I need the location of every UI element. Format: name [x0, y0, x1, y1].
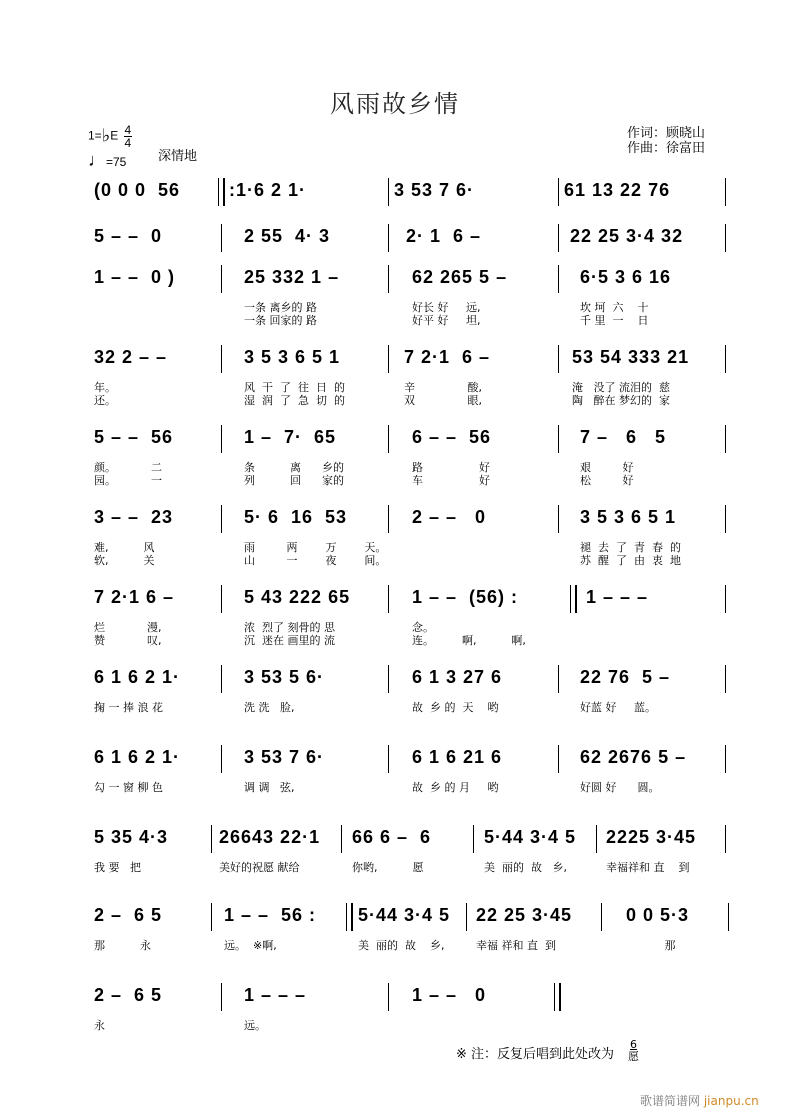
barline: [221, 585, 222, 613]
measure: 7 – 6 5: [580, 427, 667, 447]
lyric-verse-2: 湿 润 了 急 切 的: [244, 394, 345, 407]
barline: [558, 178, 559, 206]
tempo-marking: [88, 150, 126, 171]
barline: [388, 983, 389, 1011]
lyric-verse-1: 掬 一 捧 浪 花: [94, 701, 163, 714]
lyric-verse-1: 褪 去 了 青 春 的: [580, 541, 681, 554]
lyric-verse-1: 好圆 好 圆。: [580, 781, 660, 794]
lyric-verse-2: 苏 醒 了 由 衷 地: [580, 554, 681, 567]
barline: [558, 425, 559, 453]
lyric-verse-2: 赞 叹,: [94, 634, 162, 647]
barline: [596, 825, 597, 853]
measure: 2· 1 6 –: [406, 226, 482, 246]
measure: 1 – – (56) :: [412, 587, 519, 607]
barline: [221, 745, 222, 773]
measure: 1 – – –: [586, 587, 649, 607]
barline: [725, 745, 726, 773]
barline: [221, 224, 222, 252]
lyric-verse-1: 一条 离乡的 路: [244, 301, 317, 314]
notes-line: [88, 224, 728, 254]
barline: [725, 505, 726, 533]
lyric-verse-1: 烂 漫,: [94, 621, 162, 634]
measure: 6 1 6 2 1·: [94, 747, 181, 767]
measure: 5·44 3·4 5: [358, 905, 451, 925]
score-row: [88, 345, 728, 407]
lyric-verse-2: 沉 迷在 画里的 流: [244, 634, 335, 647]
measure: 5· 6 16 53: [244, 507, 348, 527]
barline: [558, 224, 559, 252]
measure: 5 43 222 65: [244, 587, 351, 607]
lyric-verse-1: 洗 洗 脸,: [244, 701, 295, 714]
score-row: [88, 265, 728, 327]
lyric-verse-2: 山 一 夜 间。: [244, 554, 387, 567]
barline: [221, 265, 222, 293]
barline: [388, 425, 389, 453]
lyric-verse-2: 双 眼,: [404, 394, 482, 407]
barline: [221, 983, 222, 1011]
footnote-text: 注：反复后唱到此处改为: [471, 1047, 615, 1062]
barline: [725, 224, 726, 252]
key-note: E: [110, 128, 119, 143]
measure: 2 – 6 5: [94, 905, 163, 925]
footnote: [456, 1038, 639, 1063]
expression-marking: 深情地: [158, 149, 198, 164]
lyric-verse-2: 一条 回家的 路: [244, 314, 317, 327]
time-signature: [124, 124, 133, 149]
barline: [388, 665, 389, 693]
key-label: 1=: [88, 128, 102, 143]
lyric-verse-1: 美 丽的 故 乡,: [358, 939, 445, 952]
measure: 22 25 3·45: [476, 905, 573, 925]
repeat-barline: [570, 585, 577, 613]
lyric-verse-1: 那: [626, 939, 676, 952]
lyric-verse-1: 幸福 祥和 直 到: [476, 939, 556, 952]
measure: :1·6 2 1·: [229, 180, 307, 200]
lyric-verse-2: 列 回 家的: [244, 474, 344, 487]
lyric-verse-2: 连。 啊, 啊,: [412, 634, 526, 647]
notes-line: [88, 345, 728, 375]
lyric-verse-1: 故 乡 的 天 哟: [412, 701, 499, 714]
lyric-verse-1: 幸福祥和 直 到: [606, 861, 690, 874]
barline: [558, 505, 559, 533]
lyric-verse-2: 千 里 一 日: [580, 314, 649, 327]
barline: [388, 345, 389, 373]
footnote-alt: [628, 1039, 639, 1063]
lyric-verse-2: 园。 一: [94, 474, 162, 487]
lyric-verse-1: 我 要 把: [94, 861, 141, 874]
notes-line: [88, 903, 728, 933]
measure: 61 13 22 76: [564, 180, 671, 200]
score-row: [88, 505, 728, 567]
lyric-verse-1: 淹 没了 流泪的 慈: [572, 381, 670, 394]
notes-line: [88, 745, 728, 775]
barline: [728, 903, 729, 931]
notes-line: [88, 265, 728, 295]
measure: (0 0 0 56: [94, 180, 181, 200]
measure: 2 55 4· 3: [244, 226, 331, 246]
lyric-verse-1: 那 永: [94, 939, 151, 952]
barline: [725, 425, 726, 453]
score-row: [88, 745, 728, 794]
barline: [725, 345, 726, 373]
lyric-verse-1: 辛 酸,: [404, 381, 482, 394]
time-top: 4: [124, 123, 132, 137]
measure: 3 53 5 6·: [244, 667, 325, 687]
measure: 62 2676 5 –: [580, 747, 687, 767]
measure: 1 – – 0: [412, 985, 487, 1005]
measure: 32 2 – –: [94, 347, 168, 367]
lyric-verse-1: 颜。 二: [94, 461, 162, 474]
measure: 5 35 4·3: [94, 827, 169, 847]
measure: 6 1 3 27 6: [412, 667, 503, 687]
barline: [221, 425, 222, 453]
lyric-verse-1: 勾 一 窗 柳 色: [94, 781, 163, 794]
lyric-verse-2: 软, 关: [94, 554, 155, 567]
repeat-barline: [346, 903, 353, 931]
lyric-verse-2: 还。: [94, 394, 116, 407]
barline: [221, 345, 222, 373]
lyric-verse-1: 美 丽的 故 乡,: [484, 861, 567, 874]
score-row: [88, 903, 728, 952]
lyric-verse-1: 你哟, 愿: [352, 861, 424, 874]
measure: 62 265 5 –: [412, 267, 508, 287]
measure: 3 – – 23: [94, 507, 174, 527]
measure: 6 – – 56: [412, 427, 492, 447]
score-row: [88, 178, 728, 208]
measure: 2 – – 0: [412, 507, 487, 527]
measure: 2 – 6 5: [94, 985, 163, 1005]
time-bottom: 4: [124, 136, 132, 150]
barline: [601, 903, 602, 931]
measure: 26643 22·1: [219, 827, 321, 847]
barline: [221, 505, 222, 533]
measure: 1 – – 0 ): [94, 267, 176, 287]
measure: 7 2·1 6 –: [94, 587, 175, 607]
barline: [466, 903, 467, 931]
barline: [473, 825, 474, 853]
measure: 6·5 3 6 16: [580, 267, 672, 287]
measure: 5 – – 0: [94, 226, 163, 246]
measure: 3 53 7 6·: [244, 747, 325, 767]
measure: 5 – – 56: [94, 427, 174, 447]
segno-icon: ※: [456, 1047, 467, 1062]
lyric-verse-2: 好平 好 坦,: [412, 314, 481, 327]
barline: [388, 224, 389, 252]
barline: [388, 745, 389, 773]
score-row: [88, 425, 728, 487]
lyric-verse-1: 难, 风: [94, 541, 155, 554]
lyric-verse-1: 路 好: [412, 461, 490, 474]
credits: [627, 126, 705, 156]
barline: [725, 178, 726, 206]
tempo-value: =75: [106, 155, 127, 169]
score-row: [88, 585, 728, 647]
lyric-verse-1: 故 乡 的 月 哟: [412, 781, 499, 794]
barline: [725, 585, 726, 613]
alt-word: 愿: [628, 1050, 639, 1063]
barline: [211, 903, 212, 931]
notes-line: [88, 505, 728, 535]
measure: 6 1 6 21 6: [412, 747, 503, 767]
barline: [388, 505, 389, 533]
notes-line: [88, 825, 728, 855]
repeat-barline: [554, 983, 561, 1011]
lyric-verse-1: 雨 两 万 天。: [244, 541, 387, 554]
measure: 0 0 5·3: [626, 905, 690, 925]
lyric-verse-1: 风 干 了 往 日 的: [244, 381, 345, 394]
barline: [341, 825, 342, 853]
lyric-verse-1: 坎 坷 六 十: [580, 301, 649, 314]
barline: [388, 265, 389, 293]
measure: 6 1 6 2 1·: [94, 667, 181, 687]
notes-line: [88, 178, 728, 208]
measure: 7 2·1 6 –: [404, 347, 491, 367]
barline: [558, 265, 559, 293]
barline: [558, 665, 559, 693]
lyric-verse-1: 念。: [412, 621, 434, 634]
composer: 作曲：徐富田: [627, 141, 706, 156]
watermark-url: jianpu.cn: [703, 1094, 759, 1108]
lyric-verse-1: 调 调 弦,: [244, 781, 295, 794]
barline: [211, 825, 212, 853]
barline: [725, 825, 726, 853]
lyric-verse-1: 好蓝 好 蓝。: [580, 701, 656, 714]
lyric-verse-1: 条 离 乡的: [244, 461, 344, 474]
barline: [558, 745, 559, 773]
score-row: [88, 224, 728, 254]
watermark-site: 歌谱简谱网: [640, 1094, 701, 1108]
measure: 22 76 5 –: [580, 667, 671, 687]
lyric-verse-2: 车 好: [412, 474, 490, 487]
flat-icon: ♭: [101, 125, 111, 146]
measure: 53 54 333 21: [572, 347, 690, 367]
measure: 3 5 3 6 5 1: [244, 347, 341, 367]
score-row: [88, 665, 728, 714]
lyric-verse-1: 美好的祝愿 献给: [219, 861, 300, 874]
measure: 3 53 7 6·: [394, 180, 475, 200]
quarter-note-icon: ♩: [88, 150, 106, 170]
barline: [725, 665, 726, 693]
measure: 2225 3·45: [606, 827, 697, 847]
measure: 3 5 3 6 5 1: [580, 507, 677, 527]
lyricist: 作词：顾晓山: [627, 126, 706, 141]
lyric-verse-1: 艰 好: [580, 461, 634, 474]
repeat-barline: [218, 178, 225, 206]
lyric-verse-1: 远。 ※啊,: [224, 939, 277, 952]
barline: [388, 585, 389, 613]
measure: 25 332 1 –: [244, 267, 340, 287]
key-signature: [88, 124, 132, 149]
lyric-verse-1: 永: [94, 1019, 105, 1032]
score-row: [88, 825, 728, 874]
measure: 1 – – –: [244, 985, 307, 1005]
lyric-verse-1: 远。: [244, 1019, 266, 1032]
watermark: [640, 1092, 759, 1109]
barline: [388, 178, 389, 206]
notes-line: [88, 585, 728, 615]
lyric-verse-1: 年。: [94, 381, 116, 394]
score-row: [88, 983, 728, 1032]
lyric-verse-1: 浓 烈了 刻骨的 思: [244, 621, 335, 634]
lyric-verse-2: 陶 醉在 梦幻的 家: [572, 394, 670, 407]
measure: 66 6 – 6: [352, 827, 432, 847]
lyric-verse-1: 好长 好 远,: [412, 301, 481, 314]
measure: 1 – – 56 :: [224, 905, 317, 925]
alt-note: 6: [630, 1038, 637, 1051]
song-title: 风雨故乡情: [330, 90, 460, 118]
barline: [558, 345, 559, 373]
measure: 5·44 3·4 5: [484, 827, 577, 847]
notes-line: [88, 665, 728, 695]
barline: [221, 665, 222, 693]
notes-line: [88, 425, 728, 455]
lyric-verse-2: 松 好: [580, 474, 634, 487]
notes-line: [88, 983, 728, 1013]
measure: 22 25 3·4 32: [570, 226, 684, 246]
measure: 1 – 7· 65: [244, 427, 337, 447]
